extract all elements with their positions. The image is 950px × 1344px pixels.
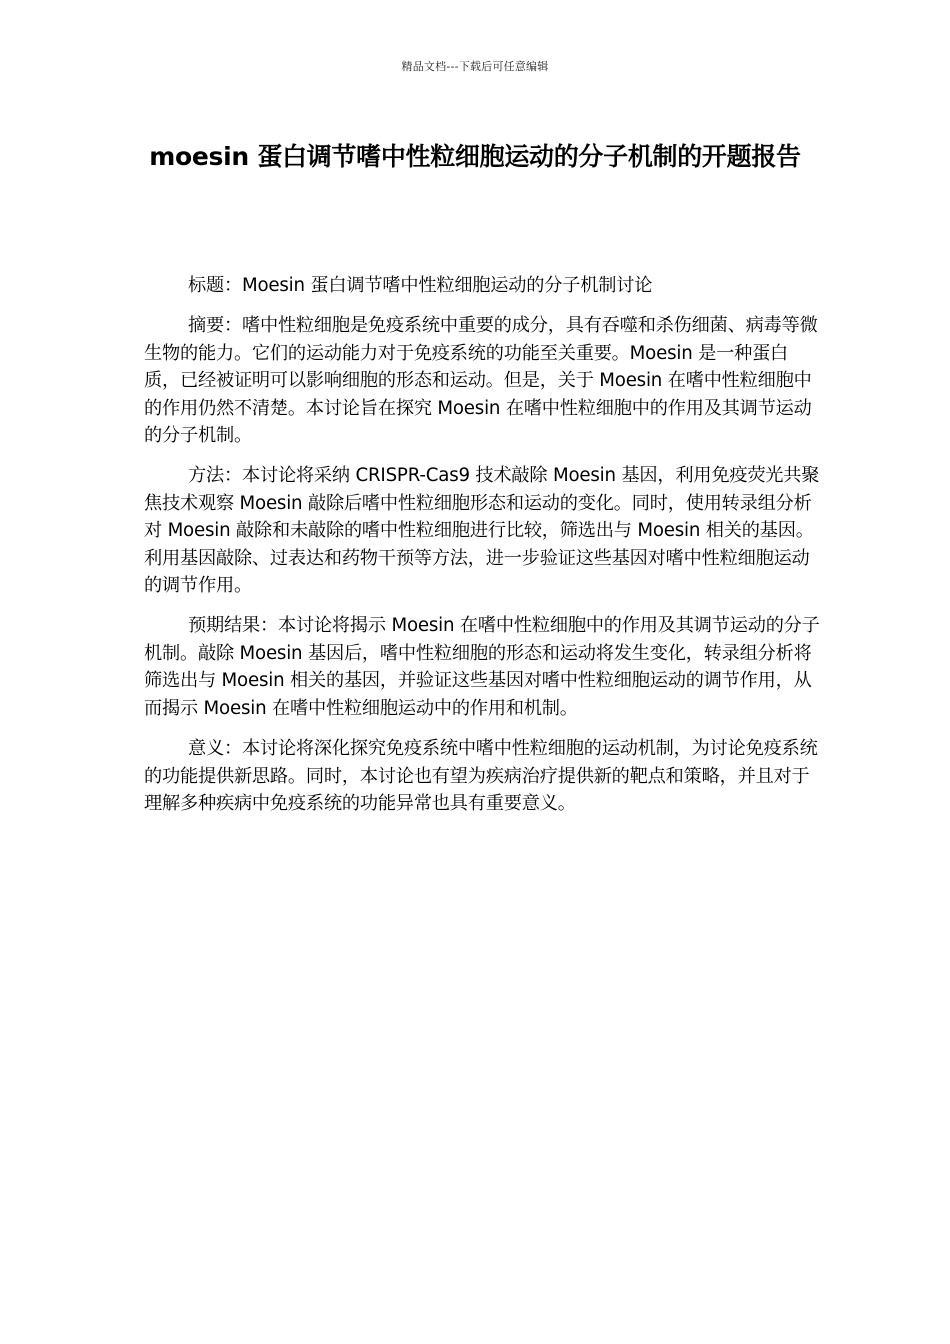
paragraph-text: 嗜中性粒细胞是免疫系统中重要的成分，具有吞噬和杀伤细菌、病毒等微生物的能力。它们的运动能力对于免疫系统的功能至关重要。Moesin 是一种蛋白质，已经被证明可以影响细胞的形态和运动。但是，关于 Moesin 在嗜中性粒细胞中的作用仍然不清楚。本讨论旨在探究 Moesin 在嗜中性粒细胞中的作用及其调节运动的分子机制。: [144, 315, 818, 447]
paragraph-text: 本讨论将揭示 Moesin 在嗜中性粒细胞中的作用及其调节运动的分子机制。敲除 Moesin 基因后，嗜中性粒细胞的形态和运动将发生变化，转录组分析将筛选出与 Moesin 相关的基因，并验证这些基因对嗜中性粒细胞运动的调节作用，从而揭示 Moesin 在嗜中性粒细胞运动中的作用和机制。: [144, 615, 820, 719]
paragraph-methods: [144, 462, 820, 599]
paragraph-title: [144, 272, 820, 299]
document-body: [144, 272, 820, 830]
paragraph-label: 标题：: [188, 275, 242, 296]
document-title: moesin 蛋白调节嗜中性粒细胞运动的分子机制的开题报告: [149, 142, 801, 171]
paragraph-text: 本讨论将采纳 CRISPR-Cas9 技术敲除 Moesin 基因，利用免疫荧光共聚焦技术观察 Moesin 敲除后嗜中性粒细胞形态和运动的变化。同时，使用转录组分析对 Moesin 敲除和未敲除的嗜中性粒细胞进行比较，筛选出与 Moesin 相关的基因。利用基因敲除、过表达和药物干预等方法，进一步验证这些基因对嗜中性粒细胞运动的调节作用。: [144, 465, 820, 597]
paragraph-significance: [144, 735, 820, 817]
paragraph-abstract: [144, 312, 820, 449]
paragraph-label: 方法：: [188, 465, 242, 487]
paragraph-label: 意义：: [188, 738, 242, 760]
paragraph-text: Moesin 蛋白调节嗜中性粒细胞运动的分子机制讨论: [241, 275, 653, 296]
paragraph-text: 本讨论将深化探究免疫系统中嗜中性粒细胞的运动机制，为讨论免疫系统的功能提供新思路。同时，本讨论也有望为疾病治疗提供新的靶点和策略，并且对于理解多种疾病中免疫系统的功能异常也具有重要意义。: [144, 738, 818, 814]
paragraph-label: 摘要：: [188, 315, 242, 337]
paragraph-label: 预期结果：: [188, 615, 278, 637]
header-note: 精品文档---下载后可任意编辑: [401, 60, 549, 73]
paragraph-expected-results: [144, 612, 820, 722]
